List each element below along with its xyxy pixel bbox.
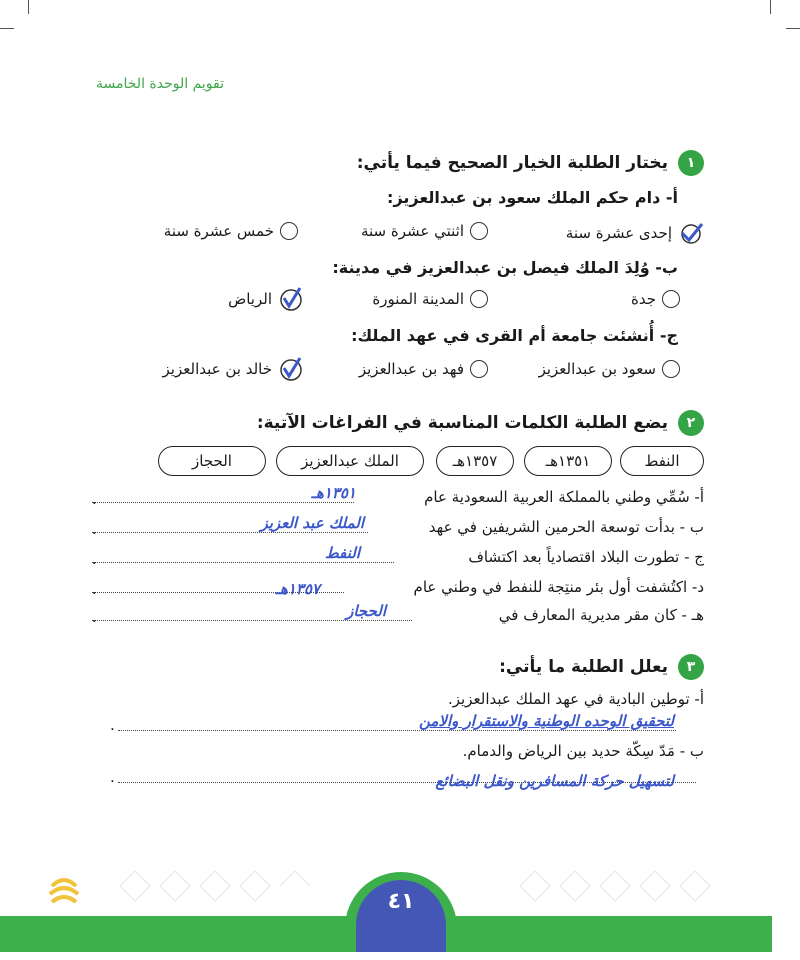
option-label: إحدى عشرة سنة [565,224,672,242]
option-a3[interactable] [164,222,298,240]
dotted-blank[interactable] [92,502,354,503]
section-1-heading [357,150,704,176]
section-title: يعلل الطلبة ما يأتي: [499,657,668,677]
handwritten-answer: ١٣٥١هـ [311,484,356,502]
option-label: خالد بن عبدالعزيز [162,360,272,378]
decorative-pattern [520,858,730,914]
reason-item [92,742,704,768]
section-3-heading [499,654,704,680]
option-label: اثنتي عشرة سنة [360,222,464,240]
option-a1[interactable] [566,220,704,246]
question-a: أ- دام حكم الملك سعود بن عبدالعزيز: [387,188,678,207]
question-b: ب- وُلِدَ الملك فيصل بن عبدالعزيز في مدينة: [332,258,678,277]
checked-circle-icon [678,220,704,246]
sentence-text: ب - بدأت توسعة الحرمين الشريفين في عهد [428,518,704,536]
fill-blank-line [92,518,704,544]
dotted-blank[interactable] [92,620,412,621]
section-number: ٣ [678,654,704,680]
section-number: ٢ [678,410,704,436]
crop-mark [0,28,14,29]
word-chip[interactable]: الملك عبدالعزيز [276,446,424,476]
handwritten-answer: لتحقيق الوحده الوطنية والاستقرار والامن [418,712,674,730]
dotted-blank[interactable] [92,562,394,563]
radio-circle-icon [662,290,680,308]
decorative-pattern [100,858,310,914]
fill-blank-line [92,606,704,632]
sentence-text: أ- سُمِّي وطني بالمملكة العربية السعودية عام [424,488,704,506]
handwritten-answer: النفط [324,544,360,562]
checked-circle-icon [278,356,304,382]
option-label: سعود بن عبدالعزيز [538,360,656,378]
handwritten-answer: الملك عبد العزيز [260,514,364,532]
section-title: يضع الطلبة الكلمات المناسبة في الفراغات الآتية: [256,413,668,433]
word-chip[interactable]: ١٣٥٧هـ [436,446,514,476]
section-2-heading [257,410,704,436]
section-number: ١ [678,150,704,176]
handwritten-answer: ١٣٥٧هـ [275,580,320,598]
dotted-blank[interactable] [118,730,676,731]
option-c1[interactable] [539,360,680,378]
page-number: ٤١ [356,880,446,952]
radio-circle-icon [470,290,488,308]
option-label: الرياض [228,290,272,308]
reason-text: ب - مَدّ سِكّة حديد بين الرياض والدمام. [462,742,704,760]
logo-icon [44,872,84,908]
option-a2[interactable] [361,222,488,240]
fill-blank-line [92,488,704,514]
sentence-text: ج - تطورت البلاد اقتصادياً بعد اكتشاف [468,548,704,566]
word-chip[interactable]: ١٣٥١هـ [524,446,612,476]
option-b3[interactable] [228,286,304,312]
fill-blank-line [92,548,704,574]
option-b1[interactable] [631,290,680,308]
word-chip[interactable]: النفط [620,446,704,476]
reason-text: أ- توطين البادية في عهد الملك عبدالعزيز. [448,690,704,708]
section-title: يختار الطلبة الخيار الصحيح فيما يأتي: [356,153,668,173]
dotted-blank[interactable] [92,532,368,533]
radio-circle-icon [470,360,488,378]
handwritten-answer: الحجاز [346,602,386,620]
fill-blank-line [92,578,704,604]
question-c: ج- أُنشئت جامعة أم القرى في عهد الملك: [351,326,678,345]
option-label: جدة [630,290,656,308]
sentence-text: هـ - كان مقر مديرية المعارف في [498,606,704,624]
radio-circle-icon [470,222,488,240]
sentence-text: د- اكتُشفت أول بئر منتِجة للنفط في وطني عام [413,578,704,596]
crop-mark [786,28,800,29]
option-c3[interactable] [163,356,304,382]
crop-mark [770,0,771,14]
word-chip[interactable]: الحجاز [158,446,266,476]
option-b2[interactable] [372,290,488,308]
handwritten-answer: لتسهيل حركة المسافرين ونقل البضائع [435,772,674,790]
option-label: المدينة المنورة [372,290,464,308]
radio-circle-icon [662,360,680,378]
unit-header: تقويم الوحدة الخامسة [96,76,225,92]
option-label: خمس عشرة سنة [163,222,274,240]
crop-mark [28,0,29,14]
option-label: فهد بن عبدالعزيز [358,360,464,378]
checked-circle-icon [278,286,304,312]
radio-circle-icon [280,222,298,240]
option-c2[interactable] [359,360,488,378]
